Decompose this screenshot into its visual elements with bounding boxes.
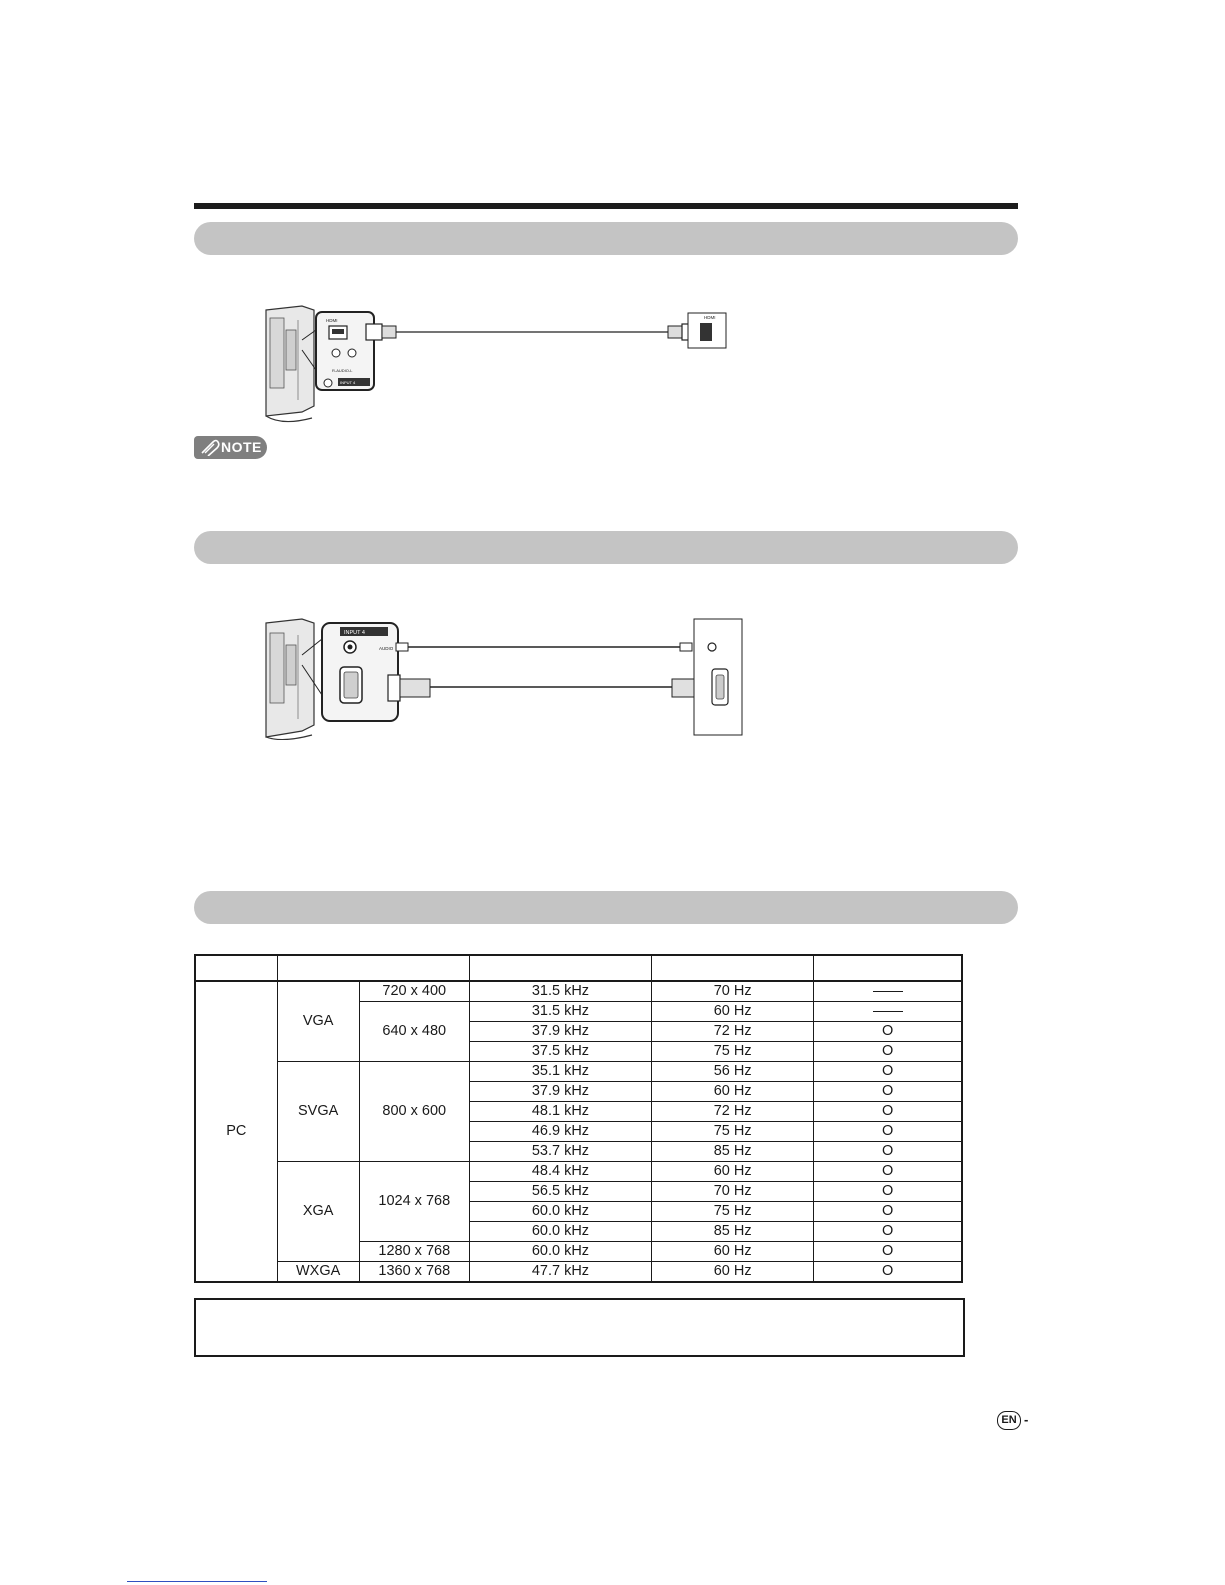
signal-group-cell: WXGA <box>277 1262 359 1283</box>
vertical-frequency-cell: 60 Hz <box>652 1242 814 1262</box>
header-rule <box>194 203 1018 209</box>
vertical-frequency-cell: 60 Hz <box>652 1002 814 1022</box>
horizontal-frequency-cell: 37.9 kHz <box>469 1082 651 1102</box>
audio-cable <box>396 643 692 651</box>
footer-link-line <box>127 1581 267 1582</box>
tv-rear-illustration <box>266 619 314 740</box>
vertical-frequency-cell: 75 Hz <box>652 1122 814 1142</box>
page-marker-dash: - <box>1024 1412 1029 1427</box>
resolution-cell: 1024 x 768 <box>359 1162 469 1242</box>
pc-timing-table <box>194 954 963 1283</box>
table-header-row <box>195 955 962 981</box>
horizontal-frequency-cell: 46.9 kHz <box>469 1122 651 1142</box>
horizontal-frequency-cell: 48.4 kHz <box>469 1162 651 1182</box>
tv-audio-label: R-AUDIO-L <box>332 368 353 373</box>
horizontal-frequency-cell: 31.5 kHz <box>469 1002 651 1022</box>
table-row <box>195 1262 962 1283</box>
resolution-cell: 1360 x 768 <box>359 1262 469 1283</box>
horizontal-frequency-cell: 56.5 kHz <box>469 1182 651 1202</box>
horizontal-frequency-cell: 37.9 kHz <box>469 1022 651 1042</box>
not-supported-dash-icon <box>873 991 903 992</box>
not-supported-dash-icon <box>873 1011 903 1012</box>
horizontal-frequency-cell: 47.7 kHz <box>469 1262 651 1283</box>
language-badge: EN <box>997 1411 1021 1430</box>
vertical-frequency-cell: 60 Hz <box>652 1162 814 1182</box>
signal-group-cell: VGA <box>277 981 359 1062</box>
resolution-cell: 640 x 480 <box>359 1002 469 1062</box>
vesa-standard-cell: O <box>814 1142 962 1162</box>
horizontal-frequency-cell: 53.7 kHz <box>469 1142 651 1162</box>
note-badge <box>194 436 267 459</box>
vertical-frequency-cell: 75 Hz <box>652 1042 814 1062</box>
pc-port-panel <box>302 623 398 721</box>
vertical-frequency-cell: 60 Hz <box>652 1082 814 1102</box>
table-row <box>195 1062 962 1082</box>
vesa-standard-cell: O <box>814 1022 962 1042</box>
vertical-frequency-cell: 72 Hz <box>652 1022 814 1042</box>
vesa-standard-cell: O <box>814 1102 962 1122</box>
hdmi-device-port <box>688 313 726 348</box>
horizontal-frequency-cell: 60.0 kHz <box>469 1242 651 1262</box>
header-cell <box>195 955 277 981</box>
device-hdmi-port-label: HDMI <box>704 315 716 320</box>
vertical-frequency-cell: 56 Hz <box>652 1062 814 1082</box>
section-header-pc <box>194 531 1018 564</box>
resolution-cell: 1280 x 768 <box>359 1242 469 1262</box>
vesa-standard-cell: O <box>814 1122 962 1142</box>
vertical-frequency-cell: 70 Hz <box>652 1182 814 1202</box>
header-cell <box>814 955 962 981</box>
table-row <box>195 981 962 1002</box>
signal-group-cell: SVGA <box>277 1062 359 1162</box>
header-cell <box>469 955 651 981</box>
horizontal-frequency-cell: 60.0 kHz <box>469 1222 651 1242</box>
vesa-standard-cell: O <box>814 1062 962 1082</box>
paperclip-icon <box>198 439 220 456</box>
signal-group-cell: XGA <box>277 1162 359 1262</box>
vesa-standard-cell <box>814 981 962 1002</box>
vesa-standard-cell: O <box>814 1242 962 1262</box>
note-label: NOTE <box>221 439 262 455</box>
vesa-standard-cell: O <box>814 1082 962 1102</box>
rgb-cable <box>388 675 712 701</box>
vesa-standard-cell: O <box>814 1042 962 1062</box>
vertical-frequency-cell: 72 Hz <box>652 1102 814 1122</box>
tv-hdmi-port-label: HDMI <box>326 318 338 323</box>
tv-input-label: INPUT 4 <box>344 630 365 636</box>
table-row <box>195 1162 962 1182</box>
vertical-frequency-cell: 85 Hz <box>652 1222 814 1242</box>
hdmi-cable <box>366 324 698 340</box>
horizontal-frequency-cell: 48.1 kHz <box>469 1102 651 1122</box>
pc-device-ports <box>694 619 742 735</box>
resolution-cell: 800 x 600 <box>359 1062 469 1162</box>
tv-rear-illustration <box>266 306 314 422</box>
section-header-timing <box>194 891 1018 924</box>
horizontal-frequency-cell: 37.5 kHz <box>469 1042 651 1062</box>
header-cell <box>652 955 814 981</box>
pc-connection-diagram <box>262 615 752 740</box>
vesa-standard-cell: O <box>814 1202 962 1222</box>
vesa-standard-cell: O <box>814 1222 962 1242</box>
horizontal-frequency-cell: 35.1 kHz <box>469 1062 651 1082</box>
horizontal-frequency-cell: 60.0 kHz <box>469 1202 651 1222</box>
resolution-cell: 720 x 400 <box>359 981 469 1002</box>
horizontal-frequency-cell: 31.5 kHz <box>469 981 651 1002</box>
vertical-frequency-cell: 70 Hz <box>652 981 814 1002</box>
vesa-standard-cell: O <box>814 1182 962 1202</box>
vertical-frequency-cell: 75 Hz <box>652 1202 814 1222</box>
vertical-frequency-cell: 60 Hz <box>652 1262 814 1283</box>
vesa-standard-cell: O <box>814 1162 962 1182</box>
hdmi-connection-diagram <box>262 300 742 426</box>
tv-audio-label: AUDIO <box>379 646 394 651</box>
section-header-hdmi <box>194 222 1018 255</box>
tv-input-label: INPUT 4 <box>340 380 356 385</box>
vesa-standard-cell: O <box>814 1262 962 1283</box>
vesa-standard-cell <box>814 1002 962 1022</box>
header-cell <box>277 955 469 981</box>
notes-box <box>194 1298 965 1357</box>
vertical-frequency-cell: 85 Hz <box>652 1142 814 1162</box>
category-cell: PC <box>195 981 277 1282</box>
